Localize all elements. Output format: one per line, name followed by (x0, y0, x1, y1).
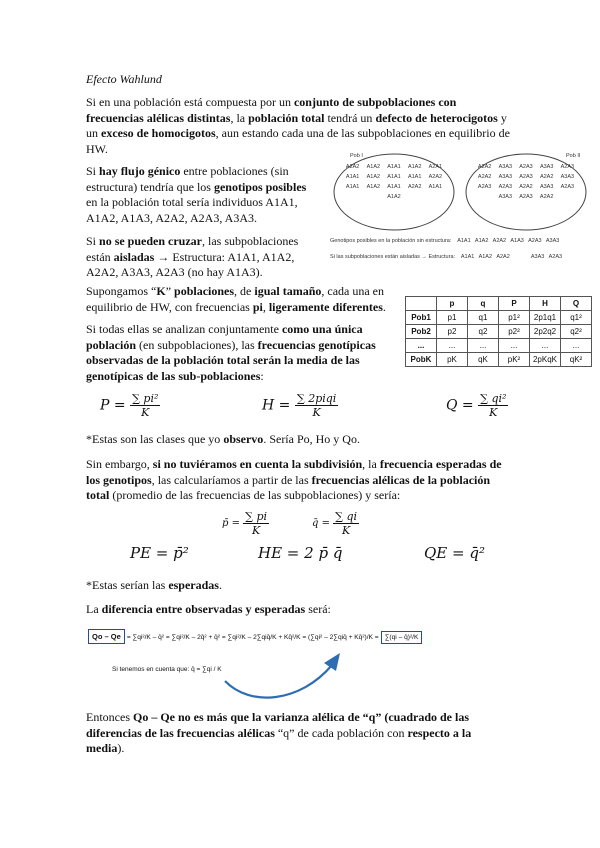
diagram-caption-1: Genotipos posibles en la población sin estructura: A1A1 A1A2 A2A2 A1A3 A2A3 A3A3 (330, 238, 560, 244)
note-expected: *Estas serían las esperadas. (86, 578, 222, 592)
table-header-cell: P (499, 297, 530, 311)
table-row (406, 339, 592, 353)
paragraph-isolated: Si no se pueden cruzar, las subpoblaciones están aisladas → Estructura: A1A1, A1A2, A2A2, A3A3, A2A3 (no hay A1A3). (86, 234, 299, 280)
frequencies-table-grid (405, 296, 592, 367)
paragraph-difference: La diferencia entre observadas y esperadas será: (86, 602, 331, 616)
formula-Q-observed: Q = $\frac{\text{∑ qi²}}{K}$ (446, 392, 507, 419)
table-cell: pK² (499, 353, 530, 367)
formula-p-bar: p̄ = $\frac{\sum pi}{K}$ (222, 510, 268, 537)
table-row-label: PobK (406, 353, 437, 367)
paragraph-conclusion: Entonces Qo – Qe no es más que la varianza alélica de “q” (cuadrado de las diferencias de las frecuencias alélicas “q” de cada población con respecto a la media). (86, 710, 472, 756)
table-header-cell: q (468, 297, 499, 311)
formula-HE: HE = 2 p̄ q̄ (258, 544, 343, 562)
table-header-row (406, 297, 592, 311)
pob1-genotypes: A2A2 A1A2 A1A1 A1A2 A2A1 A1A1 A1A2 A1A1 A1A1 A2A2 A1A1 A1A2 A1A1 A2A2 A1A1 A1A2 (345, 164, 443, 200)
formula-P-observed: P = $\frac{\text{∑ pi²}}{K}$ (100, 392, 159, 419)
table-header-cell: Q (561, 297, 592, 311)
table-cell: ... (499, 339, 530, 353)
populations-diagram (330, 150, 595, 270)
difference-derivation: = ∑qi²/K – q̄² = ∑qi²/K – 2q̄² + q̄² = ∑qi²/K – 2∑qiq̄/K + Kq̄²/K = (∑qi² – 2∑qiq̄ + Kq̄²)/K = (126, 634, 379, 641)
variance-box: ∑(qi – q̄)²/K (381, 631, 423, 644)
pob1-label: Pob I (350, 153, 363, 159)
table-cell: q1 (468, 311, 499, 325)
paragraph-wahlund-definition: Si en una población está compuesta por un conjunto de subpoblaciones con frecuencias alélicas distintas, la población total tendrá un defecto de heterocigotos y un exceso de homocigotos, aun estando cada una de las subpoblaciones en equilibrio de HW. (86, 95, 510, 156)
table-header-cell: H (530, 297, 561, 311)
table-cell: q2² (561, 325, 592, 339)
table-cell: ... (468, 339, 499, 353)
table-cell: ... (561, 339, 592, 353)
table-cell: p2 (437, 325, 468, 339)
table-cell: qK² (561, 353, 592, 367)
table-cell: pK (437, 353, 468, 367)
paragraph-k-populations: Supongamos “K” poblaciones, de igual tamaño, cada una en equilibrio de HW, con frecuencias pi, ligeramente diferentes. (86, 284, 386, 314)
paragraph-joint-analysis: Si todas ellas se analizan conjuntamente como una única población (en subpoblaciones), las frecuencias genotípicas observadas de la población total serán la media de las genotípicas de las sub-poblaciones: (86, 322, 376, 383)
qo-qe-box: Qo – Qe (88, 629, 125, 644)
section-title: Efecto Wahlund (86, 72, 162, 86)
diagram-caption-2: Si las subpoblaciones están aisladas → Estructura: A1A1 A1A2 A2A2 A3A3 A2A3 (330, 254, 563, 260)
paragraph-gene-flow: Si hay flujo génico entre poblaciones (sin estructura) tendría que los genotipos posibles en la población total sería individuos A1A1, A1A2, A1A3, A2A2, A2A3, A3A3. (86, 164, 307, 225)
table-row-label: Pob2 (406, 325, 437, 339)
table-header-cell: p (437, 297, 468, 311)
table-cell: 2pKqK (530, 353, 561, 367)
table-cell: ... (437, 339, 468, 353)
table-cell: p1 (437, 311, 468, 325)
formula-PE: PE = p̄² (130, 544, 189, 562)
mean-hint: Si tenemos en cuenta que: q̄ = ∑qi / K (112, 666, 222, 673)
table-cell: p2² (499, 325, 530, 339)
table-row-label: ... (406, 339, 437, 353)
table-cell: 2p1q1 (530, 311, 561, 325)
table-cell: 2p2q2 (530, 325, 561, 339)
table-row-label: Pob1 (406, 311, 437, 325)
pob2-genotypes: A2A2 A3A3 A2A3 A3A3 A2A3 A2A2 A3A3 A2A3 A2A2 A3A3 A2A3 A2A3 A2A2 A3A3 A2A3 A3A3 A2A3 A2A2 (477, 164, 575, 200)
frequencies-table (405, 296, 592, 367)
note-observed: *Estas son las clases que yo observo. Sería Po, Ho y Qo. (86, 432, 360, 446)
formula-QE: QE = q̄² (424, 544, 485, 562)
formula-H-observed: H = $\frac{\text{∑ 2piqi}}{K}$ (262, 392, 337, 419)
table-cell: q2 (468, 325, 499, 339)
table-row (406, 353, 592, 367)
table-cell: ... (530, 339, 561, 353)
arrow-icon (220, 645, 350, 705)
table-header-cell (406, 297, 437, 311)
paragraph-expected: Sin embargo, si no tuviéramos en cuenta la subdivisión, la frecuencia esperadas de los genotipos, las calcularíamos a partir de las frecuencias alélicas de la población total (promedio de las frecuencias de las subpoblaciones) y sería: (86, 457, 502, 503)
table-cell: q1² (561, 311, 592, 325)
formula-q-bar: q̄ = $\frac{\sum qi}{K}$ (312, 510, 358, 537)
table-row (406, 325, 592, 339)
table-row (406, 311, 592, 325)
table-cell: p1² (499, 311, 530, 325)
pob2-label: Pob II (566, 153, 581, 159)
table-cell: qK (468, 353, 499, 367)
